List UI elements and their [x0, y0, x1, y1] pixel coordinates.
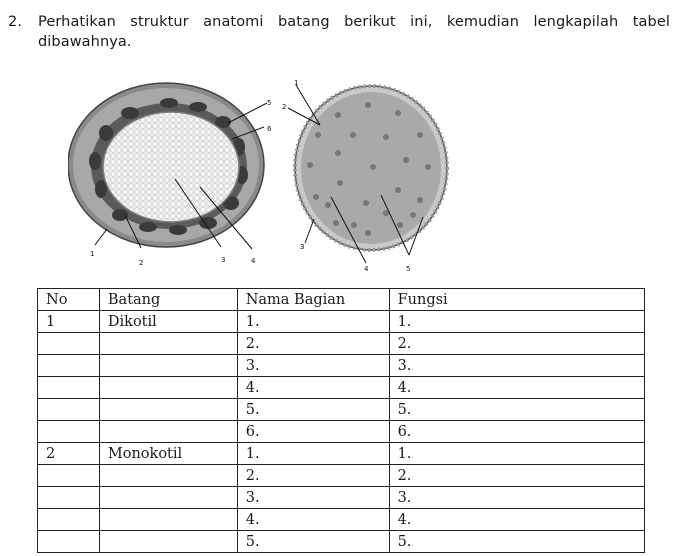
cell-nama-bagian[interactable]: 4.: [237, 509, 389, 531]
cell-batang: [99, 487, 237, 509]
cell-batang: [99, 421, 237, 443]
answer-table: [37, 288, 645, 553]
cell-fungsi[interactable]: 3.: [389, 487, 644, 509]
cell-batang: [99, 465, 237, 487]
dicot-stem-diagram: [68, 83, 272, 267]
cell-fungsi[interactable]: 2.: [389, 465, 644, 487]
dicot-label-2: 2: [139, 259, 144, 267]
cell-no: [38, 377, 100, 399]
monocot-label-4: 4: [364, 265, 369, 273]
cell-no: 2: [38, 443, 100, 465]
question-block: [8, 12, 670, 52]
cell-fungsi[interactable]: 4.: [389, 509, 644, 531]
monocot-stem-diagram: [282, 79, 447, 273]
dicot-label-3: 3: [221, 256, 226, 264]
cell-nama-bagian[interactable]: 1.: [237, 311, 389, 333]
cell-batang: [99, 399, 237, 421]
table-row: [38, 311, 645, 333]
header-batang: Batang: [99, 289, 237, 311]
cell-batang: Monokotil: [99, 443, 237, 465]
table-row: [38, 509, 645, 531]
cell-no: [38, 509, 100, 531]
cell-nama-bagian[interactable]: 6.: [237, 421, 389, 443]
monocot-label-1: 1: [294, 79, 299, 87]
cell-nama-bagian[interactable]: 5.: [237, 531, 389, 553]
cell-fungsi[interactable]: 5.: [389, 399, 644, 421]
monocot-label-3: 3: [300, 243, 305, 251]
cell-fungsi[interactable]: 1.: [389, 311, 644, 333]
header-no: No: [38, 289, 100, 311]
dicot-label-1: 1: [90, 250, 95, 258]
cell-nama-bagian[interactable]: 3.: [237, 487, 389, 509]
cell-batang: [99, 531, 237, 553]
cell-batang: [99, 509, 237, 531]
cell-no: [38, 355, 100, 377]
table-row: [38, 531, 645, 553]
table-row: [38, 399, 645, 421]
cell-nama-bagian[interactable]: 2.: [237, 333, 389, 355]
table-row: [38, 487, 645, 509]
cell-nama-bagian[interactable]: 2.: [237, 465, 389, 487]
cell-nama-bagian[interactable]: 3.: [237, 355, 389, 377]
cell-fungsi[interactable]: 4.: [389, 377, 644, 399]
dicot-label-4: 4: [251, 257, 256, 265]
cell-no: [38, 333, 100, 355]
table-row: [38, 333, 645, 355]
cell-fungsi[interactable]: 5.: [389, 531, 644, 553]
cell-batang: [99, 333, 237, 355]
cell-no: [38, 399, 100, 421]
cell-nama-bagian[interactable]: 1.: [237, 443, 389, 465]
table-row: [38, 465, 645, 487]
cell-fungsi[interactable]: 6.: [389, 421, 644, 443]
table-header-row: [38, 289, 645, 311]
cell-batang: [99, 377, 237, 399]
monocot-label-2: 2: [282, 103, 287, 111]
header-fungsi: Fungsi: [389, 289, 644, 311]
table-row: [38, 377, 645, 399]
table-row: [38, 443, 645, 465]
cell-no: 1: [38, 311, 100, 333]
cell-no: [38, 531, 100, 553]
dicot-label-6: 6: [267, 125, 272, 133]
table-row: [38, 355, 645, 377]
cell-fungsi[interactable]: 3.: [389, 355, 644, 377]
cell-no: [38, 487, 100, 509]
question-text: Perhatikan struktur anatomi batang berikut ini, kemudian lengkapilah tabel dibawahnya.: [38, 14, 670, 50]
header-nama-bagian: Nama Bagian: [237, 289, 389, 311]
cell-fungsi[interactable]: 2.: [389, 333, 644, 355]
cell-nama-bagian[interactable]: 4.: [237, 377, 389, 399]
cell-fungsi[interactable]: 1.: [389, 443, 644, 465]
cell-nama-bagian[interactable]: 5.: [237, 399, 389, 421]
cell-no: [38, 421, 100, 443]
table-row: [38, 421, 645, 443]
stem-cross-sections: [68, 75, 468, 285]
cell-batang: [99, 355, 237, 377]
cell-no: [38, 465, 100, 487]
stem-anatomy-figure: [68, 75, 468, 285]
question-number: 2.: [8, 14, 23, 30]
dicot-label-5: 5: [267, 99, 272, 107]
monocot-label-5: 5: [406, 265, 411, 273]
cell-batang: Dikotil: [99, 311, 237, 333]
